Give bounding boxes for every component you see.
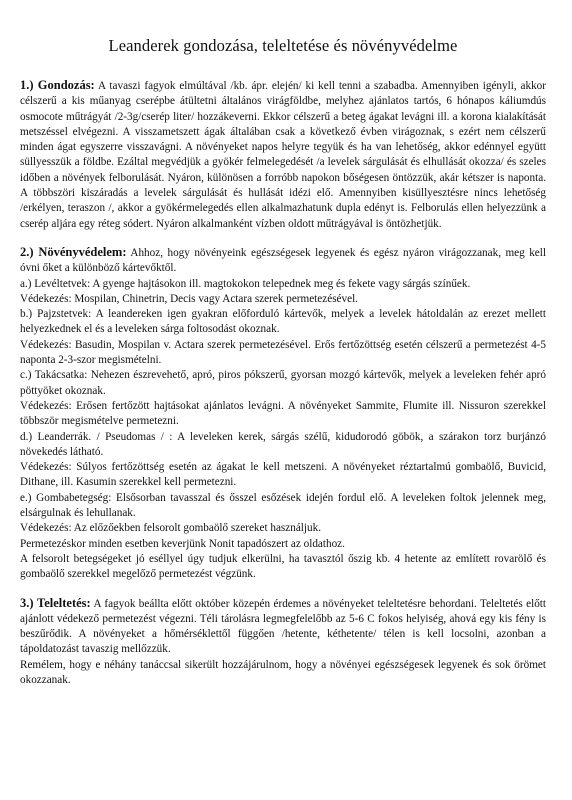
pest-treatment: Védekezés: Basudin, Mospilan v. Actara szerek permetezésével. Erős fertőzöttség esetén célszerű a permetezést 4-5 naponta 2-3-szor megismételni. xyxy=(20,338,546,367)
section-intro xyxy=(20,245,546,277)
section-text: A fagyok beállta előtt október közepén érdemes a növényeket teleltetésre behordani. Teleltetés előtt ajánlott védekező permetezést végezni. Téli tárolásra legmegfelelőbb az 5-6 C fokos helyiség, ahová egy kis fény is beszűrődik. A növényeket a hőmérséklettől függően /hetente, kéthetente/ télen is kell locsolni, azonban a tápoldatozást tavaszig mellőzzük. xyxy=(20,597,546,656)
pest-treatment: Védekezés: Az előzőekben felsorolt gombaölő szereket használjuk. xyxy=(20,522,322,535)
pest-item: b.) Pajzstetvek: A leandereken igen gyakran előforduló kártevők, melyek a levelek hátoldalán az erezet mellett helyezkednek el és a leveleken sárga foltosodást okoznak. xyxy=(20,308,546,336)
section-gondozas xyxy=(20,78,546,232)
section-text: Ahhoz, hogy növényeink egészségesek legyenek és egész nyáron virágozzanak, meg kell óvni őket a különböző kártevőktől. xyxy=(20,246,546,275)
pest-item: c.) Takácsatka: Nehezen észrevehető, apró, piros pókszerű, gyorsan mozgó kártevők, melyek a leveleken fehér apró pöttyöket okoznak. xyxy=(20,369,546,397)
section-heading: 2.) Növényvédelem: xyxy=(20,244,127,259)
prevention-note: A felsorolt betegségeket jó eséllyel úgy tudjuk elkerülni, ha tavasztól őszig kb. 4 hetente az említett rovarölő és gombaölő szerekkel megelőző permetezést végzünk. xyxy=(20,552,546,581)
pest-item: a.) Levéltetvek: A gyenge hajtásokon ill. magtokokon telepednek meg és fekete vagy sárgás színűek. xyxy=(20,277,471,290)
section-teleltetes xyxy=(20,596,546,689)
pest-item: e.) Gombabetegség: Elsősorban tavasszal és ősszel esőzések idején fordul elő. A leveleken foltok jelennek meg, elsárgulnak és lehullanak. xyxy=(20,491,546,520)
closing-text: Remélem, hogy e néhány tanáccsal sikerült hozzájárulnom, hogy a növényei egészségesek legyenek és sok örömet okozzanak. xyxy=(20,658,546,686)
pest-item: d.) Leanderrák. / Pseudomas / : A leveleken kerek, sárgás szélű, kidudorodó göbök, a szárakon torz burjánzó növekedés látható. xyxy=(20,430,546,458)
section-teleltetes-paragraph xyxy=(20,596,546,658)
pest-treatment: Védekezés: Erősen fertőzött hajtásokat ajánlatos levágni. A növényeket Sammite, Flumite ill. Nissuron szerekkel többször megismételve permetezni. xyxy=(20,399,546,428)
pest-treatment: Védekezés: Súlyos fertőzöttség esetén az ágakat le kell metszeni. A növényeket réztartalmú gombaölő, Buvicid, Dithane, ill. Kasumin szerekkel kell permetezni. xyxy=(20,461,546,489)
section-heading: 3.) Teleltetés: xyxy=(20,595,91,610)
spray-note: Permetezéskor minden esetben keverjünk Nonit tapadószert az oldathoz. xyxy=(20,537,345,550)
pest-treatment: Védekezés: Mospilan, Chinetrin, Decis vagy Actara szerek permetezésével. xyxy=(20,292,358,305)
section-heading: 1.) Gondozás: xyxy=(20,78,95,92)
section-novenyvedelem xyxy=(20,245,546,583)
section-text: A tavaszi fagyok elmúltával /kb. ápr. elején/ ki kell tenni a szabadba. Amennyiben igényli, akkor célszerű a kis műanyag cserépbe átültetni általános virágföldbe, melyhez ajánlatos tartós, 6 hónapos káliumdús osmocote műtrágyát /2-3g/cserép liter/ hozzákeverni. Ekkor célszerű a beteg ágakat levágni ill. a korona kialakítását metszéssel elvégezni. A visszametszett ágak általában csak a következő évben virágoznak, s ezért nem célszerű minden ágat egyszerre visszavágni. A növényeket napos helyre tegyük és ha van lehetőség, akkor edénnyel együtt süllyesszük a földbe. Ezáltal megvédjük a gyökér felmelegedését /a levelek sárgulását és elhullását okozza/ és szeles időben a növények felborulását. Nyáron, különösen a forróbb napokon bőségesen öntözzük, akár kétszer is naponta. A többszöri kiszáradás a levelek sárgulását és hullását idézi elő. Amennyiben kisüllyesztésre nincs lehetőség /erkélyen, teraszon /, akkor a gyökérmelegedés ellen alkalmazhatunk dupla edényt is. Felborulás ellen helyezzünk a cserép aljára egy réteg sódert. Nyáron alkalmanként vízben oldott műtrágyával is öntözhetjük. xyxy=(20,80,546,230)
section-gondozas-paragraph xyxy=(20,78,546,232)
document-title: Leanderek gondozása, teleltetése és növényvédelme xyxy=(108,36,458,55)
